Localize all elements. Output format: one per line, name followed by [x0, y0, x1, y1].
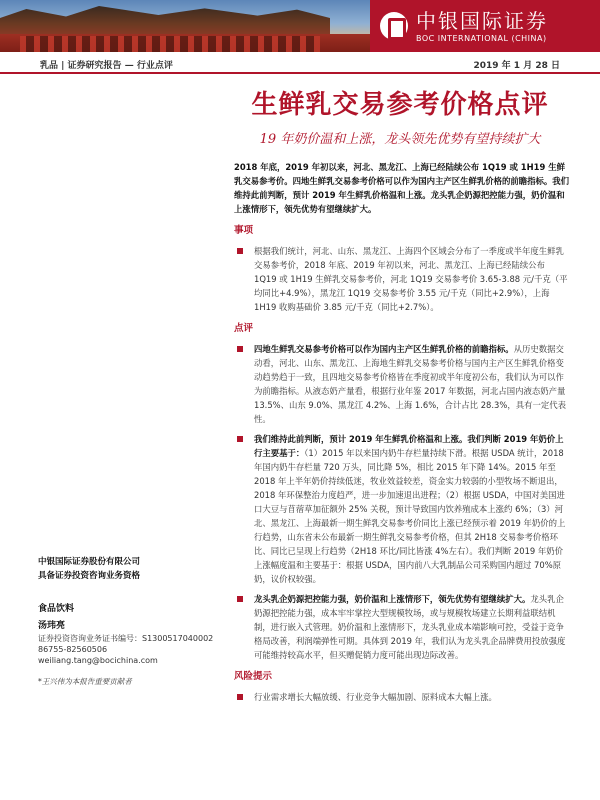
bullet-text: （1）2015 年以来国内奶牛存栏量持续下滑。根据 USDA 统计，2018 年国内奶牛存栏量 720 万头，同比降 5%，相比 2015 年下降 14%。2015 年至 2018 年上半年奶价持续低迷，牧业效益较差，资金实力较弱的小型牧场不断退出，2018 年环保整治力度趋严，进一步加速退出进程；（2）根据 USDA，中国对美国进口大豆与苜蓿草加征额外 25% 关税，预计导致国内饮养殖成本上涨约 6%；（3）河北、黑龙江、上海最新一期生鲜乳交易参考价同比上涨已经预示着 2019 年奶价的上行趋势，山东省未公布最新一期生鲜乳交易参考价格，但其 2H18 交易参考价格环比、同比已呈现上行趋势（2H18 环比/同比皆涨 4%左右）。我们判断 2019 年奶价上涨幅度温和主要基于：根据 USDA，国内前八大乳制品公司采购国内超过 70%原奶，议价权较强。 — [254, 448, 566, 584]
brand-name-en: BOC INTERNATIONAL (CHINA) — [416, 33, 547, 43]
email-link[interactable]: weiliang.tang@bocichina.com — [38, 656, 158, 665]
red-square-bullet-icon — [237, 694, 243, 700]
bullet-lead: 龙头乳企奶源把控能力强，奶价温和上涨情形下，领先优势有望继续扩大。 — [254, 594, 531, 604]
report-title: 生鲜乳交易参考价格点评 — [251, 90, 549, 120]
bullet-item — [234, 244, 570, 314]
contributor-note: *王兴伟为本报告重要贡献者 — [38, 677, 132, 686]
certificate-number: 证券投资咨询业务证书编号：S1300517040002 — [38, 634, 214, 643]
red-square-bullet-icon — [237, 346, 243, 352]
analyst-contact — [38, 633, 218, 666]
palace-pillars-image — [20, 36, 320, 52]
bullet-text: 行业需求增长大幅放缓、行业竞争大幅加剧、原料成本大幅上涨。 — [254, 692, 497, 702]
boc-logo-icon — [380, 12, 408, 40]
firm-info — [38, 555, 218, 583]
bullet-item — [234, 592, 570, 662]
brand-logo — [370, 0, 600, 52]
bullet-text: 根据我们统计，河北、山东、黑龙江、上海四个区域会分布了一季度或半年度生鲜乳交易参考价，2018 年底、2019 年初以来，河北、黑龙江、上海已经陆续公布 1Q19 或 1H19 生鲜乳交易参考价，河北 1Q19 交易参考价 3.65-3.88 元/千克（平均同比+4.9%），黑龙江 1Q19 交易参考价 3.55 元/千克（同比+2.9%），上海 1H19 收购基础价 3.85 元/千克（同比+2.7%）。 — [254, 246, 568, 312]
lead-paragraph: 2018 年底，2019 年初以来，河北、黑龙江、上海已经陆续公布 1Q19 或 1H19 生鲜乳交易参考价。四地生鲜乳交易参考价格可以作为国内主产区生鲜乳价格的前瞻指标。我们维持此前判断，预计 2019 年生鲜乳价格温和上涨。龙头乳企奶源把控能力强，奶价温和上涨情形下，领先优势有望继续扩大。 — [234, 162, 569, 214]
bullet-lead: 四地生鲜乳交易参考价格可以作为国内主产区生鲜乳价格的前瞻指标。 — [254, 344, 514, 354]
bullet-lead: 我们维持此前判断，预计 2019 年生鲜乳价格温和上涨。我们判断 2019 年奶价上行主要基于： — [254, 434, 564, 458]
section-heading-event: 事项 — [234, 225, 254, 236]
red-square-bullet-icon — [237, 436, 243, 442]
red-square-bullet-icon — [237, 248, 243, 254]
bullet-item — [234, 432, 570, 586]
report-date: 2019 年 1 月 28 日 — [473, 61, 560, 71]
section-heading-risk: 风险提示 — [234, 671, 273, 682]
main-content — [234, 160, 570, 704]
bullet-item — [234, 342, 570, 426]
bullet-item — [234, 690, 570, 704]
report-category: 乳品 | 证券研究报告 — 行业点评 — [40, 61, 173, 71]
bullet-text: 从历史数据交动看，河北、山东、黑龙江、上海地生鲜乳交易参考价格与国内主产区生鲜乳价格变动趋势趋于一致，且四地交易参考价格皆在季度初或半年度初公布，我们认为可以作为前瞻指标。从液态奶产量看，根据行业年鉴 2017 年数据，河北占国内液态奶产量 13.5%、山东 9.0%、黑龙江 4.2%、上海 1.6%，合计占比 28.3%，具有一定代表性。 — [254, 344, 566, 424]
brand-name-cn: 中银国际证券 — [416, 8, 548, 33]
firm-name: 中银国际证券股份有限公司 — [38, 557, 141, 567]
firm-qualification: 具备证券投资咨询业务资格 — [38, 571, 141, 581]
bullet-text: 龙头乳企奶源把控能力强，成本牢牢掌控大型规模牧场，或与规模牧场建立长期利益联结机制，进行嵌入式管理。奶价温和上涨情形下，龙头乳业成本端影响可控，受益于竞争格局改善，利润端弹性可期。具体到 2019 年，我们认为龙头乳企品牌费用投放强度可能维持较高水平，但买赠促销力度可能出现边际改善。 — [254, 594, 566, 660]
phone-number: 86755-82560506 — [38, 645, 108, 654]
report-info-bar — [0, 56, 600, 72]
palace-roof-image — [0, 6, 330, 36]
analyst-name: 汤玮亮 — [38, 621, 66, 631]
header-banner — [0, 0, 600, 52]
section-heading-comment: 点评 — [234, 323, 254, 334]
report-subtitle: 19 年奶价温和上涨，龙头领先优势有望持续扩大 — [259, 132, 541, 147]
divider-line — [0, 72, 600, 74]
red-square-bullet-icon — [237, 596, 243, 602]
department: 食品饮料 — [38, 604, 75, 614]
